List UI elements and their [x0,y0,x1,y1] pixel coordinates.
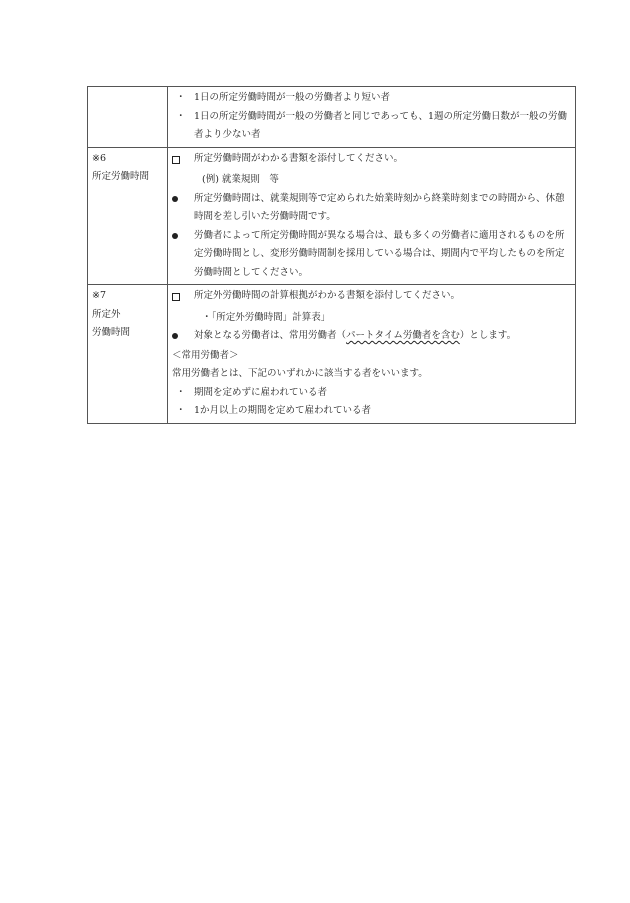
table-row [88,147,576,285]
middle-dot-icon: ・ [176,386,186,398]
note-number: ※6 [92,152,107,164]
checkbox-square-icon [172,150,194,172]
row-content-cell [168,87,576,148]
list-item: 所定外労働時間の計算根拠がわかる書類を添付してください。 [172,287,571,309]
row-label-cell [88,87,168,148]
middle-dot-icon: ・ [176,110,186,122]
list-item: ・ 1日の所定労働時間が一般の労働者と同じであっても、1週の所定労働日数が一般の労働者より少ない者 [172,108,571,145]
row-content-cell [168,285,576,424]
list-item: ・ 1日の所定労働時間が一般の労働者より短い者 [172,89,571,108]
middle-dot-icon: ・ [176,405,186,416]
bullet-icon [172,327,194,347]
row-label-cell [88,285,168,424]
subheading: ＜常用労働者＞ [172,349,239,361]
row-content-cell [168,147,576,285]
row-label-cell [88,147,168,285]
list-item: 所定労働時間は、就業規則等で定められた始業時刻から終業時刻までの時間から、休憩時間を差し引いた労働時間です。 [172,190,571,227]
checkbox-square-icon [172,287,194,309]
note-number: ※7 [92,290,107,301]
underlined-text: パートタイム労働者を含む [346,330,460,341]
row-heading: 所定外 [92,308,121,320]
list-item: 労働者によって所定労働時間が異なる場合は、最も多くの労働者に適用されるものを所定労働時間とし、変形労働時間制を採用している場合は、期間内で平均したものを所定労働時間としてください。 [172,227,571,283]
example-note: ・「所定外労働時間」計算表」 [202,311,331,323]
row-heading: 労働時間 [92,327,131,338]
middle-dot-icon: ・ [176,92,186,103]
bullet-icon [172,190,194,210]
table-row [88,87,576,148]
bullet-icon [172,227,194,247]
list-item: 対象となる労働者は、常用労働者（パートタイム労働者を含む）とします。 [172,327,571,347]
table-row [88,285,576,424]
requirements-table [87,86,576,424]
list-item: 所定労働時間がわかる書類を添付してください。 [172,150,571,172]
list-item: ・ 期間を定めずに雇われている者 [172,384,571,403]
paragraph: 常用労働者とは、下記のいずれかに該当する者をいいます。 [172,368,428,379]
row-heading: 所定労働時間 [92,171,150,182]
list-item: ・ 1か月以上の期間を定めて雇われている者 [172,402,571,421]
example-note: (例) 就業規則 等 [202,174,279,185]
